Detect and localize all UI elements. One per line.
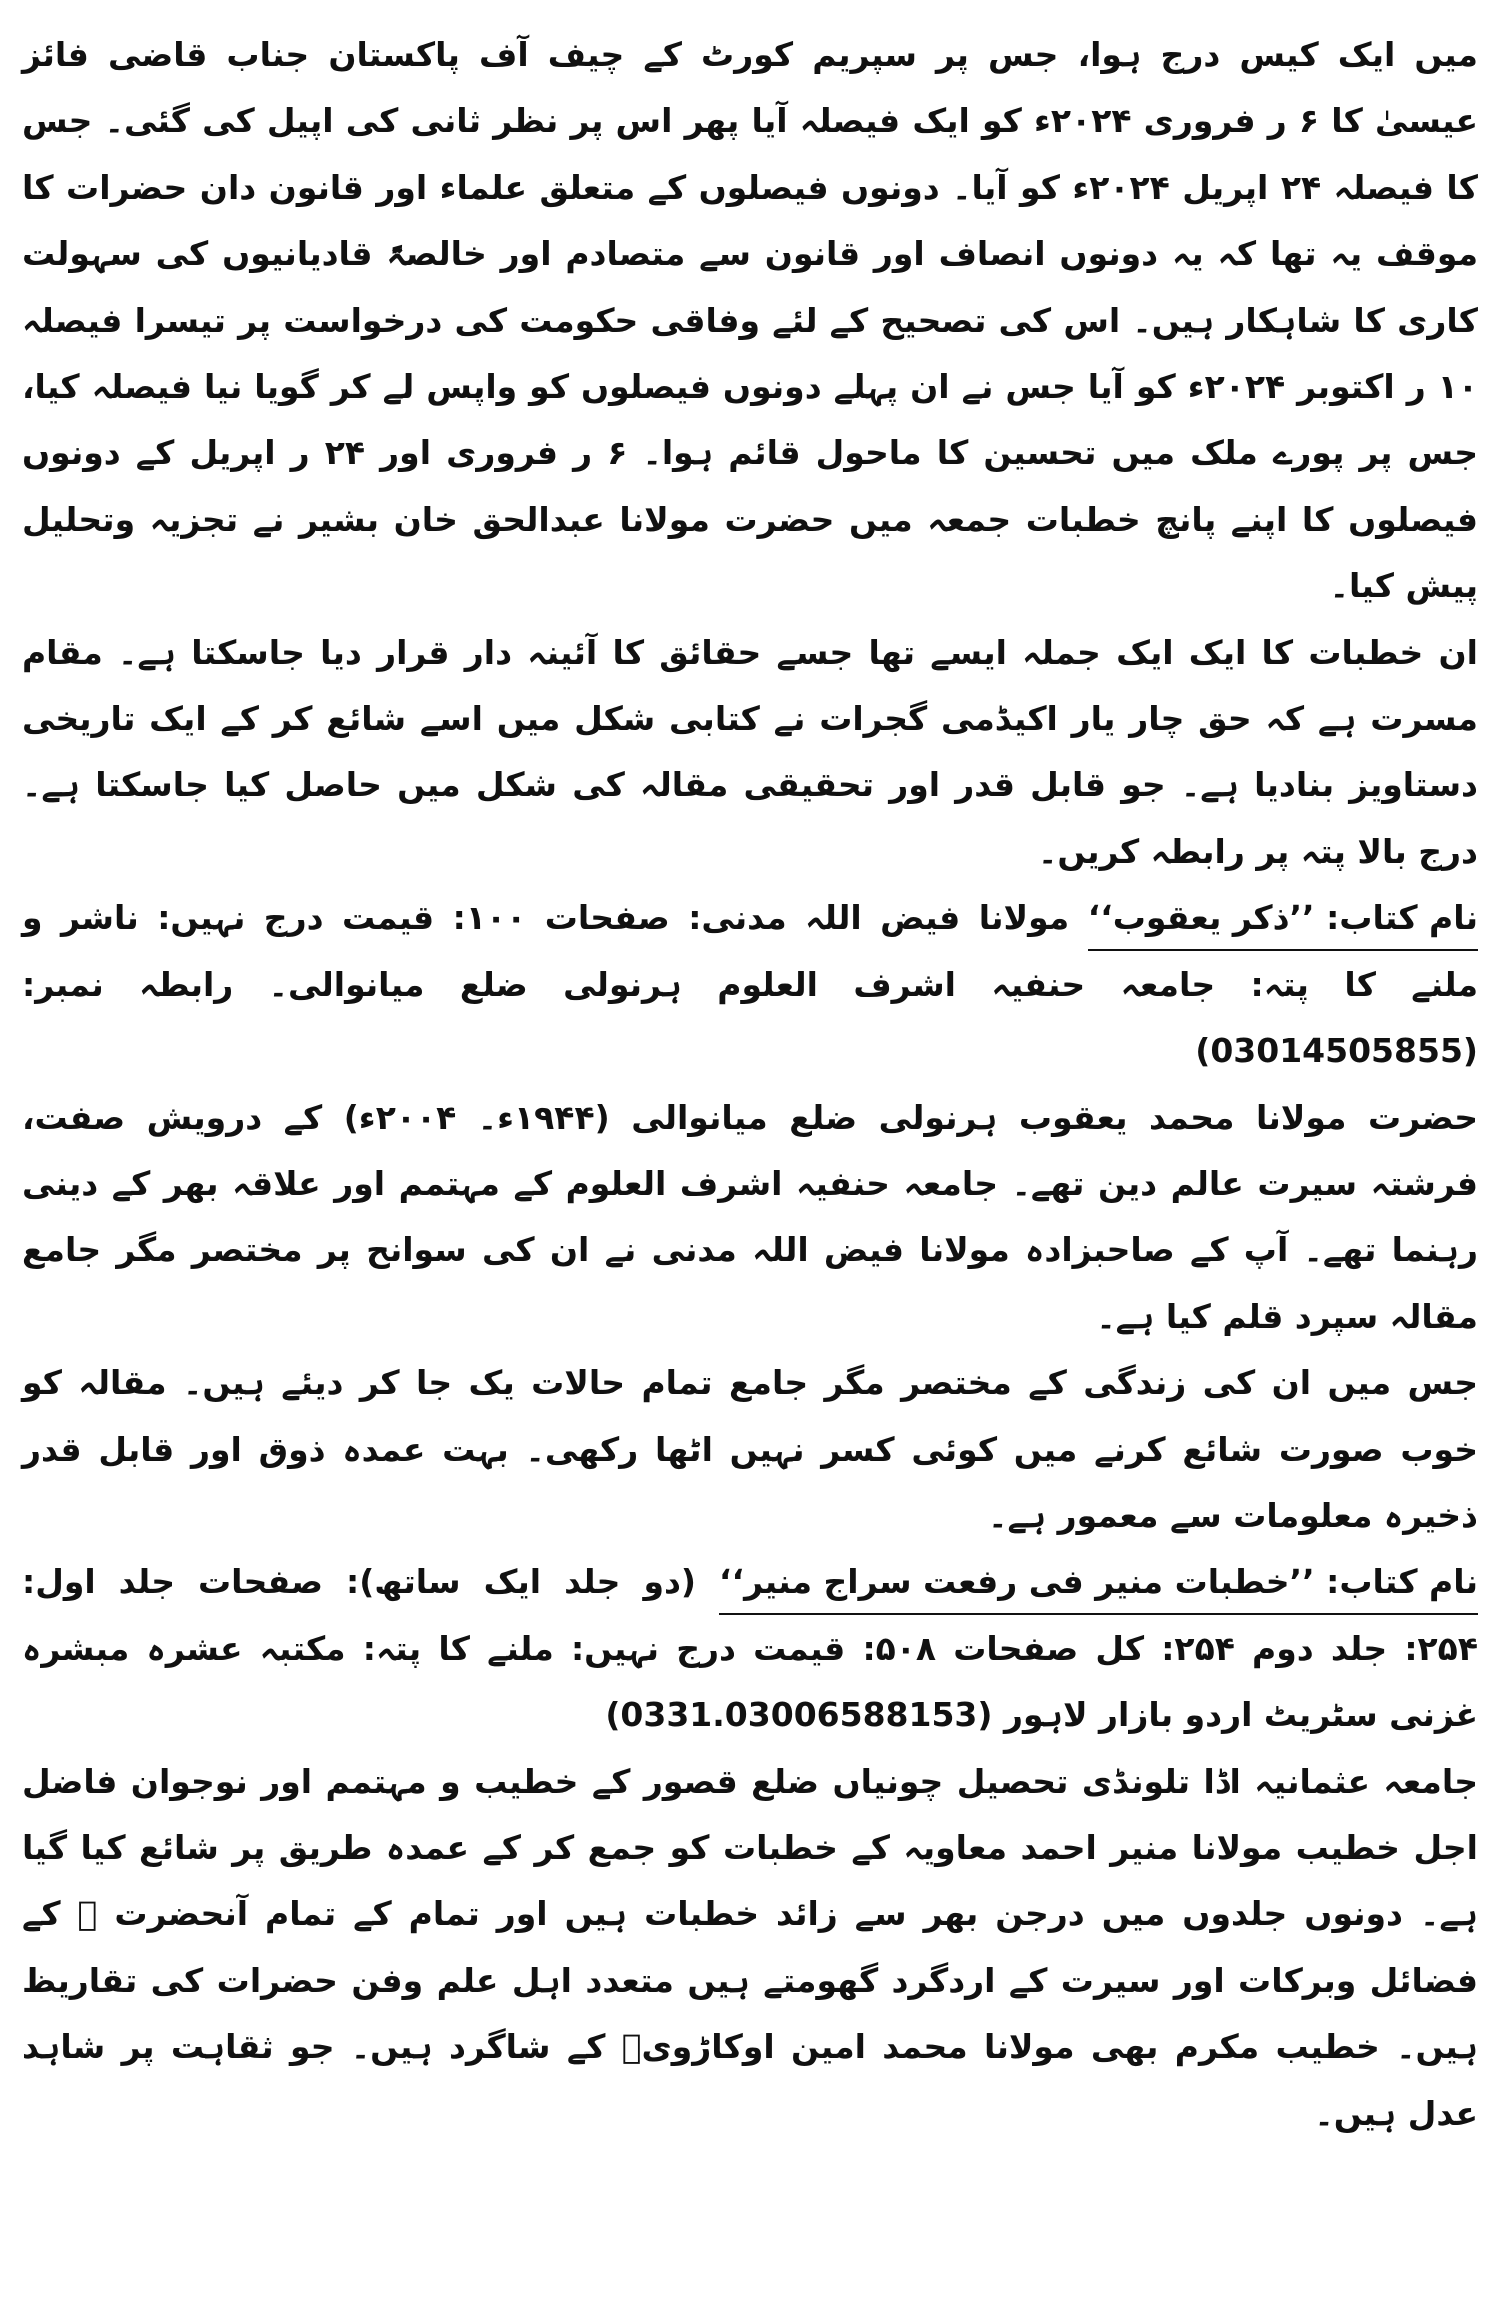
- book-entry-khutbat-munir: [22, 1549, 1478, 1748]
- book-details: مولانا فیض اللہ مدنی: صفحات ۱۰۰: قیمت درج نہیں: ناشر و ملنے کا پتہ: جامعہ حنفیہ اشرف العلوم ہرنولی ضلع میانوالی۔ رابطہ نمبر:: [22, 898, 1478, 1004]
- book-title: ’’خطبات منیر فی رفعت سراج منیر‘‘: [719, 1562, 1315, 1602]
- contact-phone: (0331.03006588153): [605, 1695, 993, 1735]
- book-title-underlined: [719, 1553, 1478, 1615]
- review-paragraph: ان خطبات کا ایک ایک جملہ ایسے تھا جسے حقائق کا آئینہ دار قرار دیا جاسکتا ہے۔ مقام مسرت ہے کہ حق چار یار اکیڈمی گجرات نے کتابی شکل میں اسے شائع کر کے ایک تاریخی دستاویز بنادیا ہے۔ جو قابل قدر اور تحقیقی مقالہ کی شکل میں حاصل کیا جاسکتا ہے۔ درج بالا پتہ پر رابطہ کریں۔: [22, 632, 1478, 871]
- book-label: نام کتاب:: [1326, 1562, 1478, 1602]
- book-entry-zikr-yaqoob: [22, 885, 1478, 1084]
- book-label: نام کتاب:: [1326, 898, 1478, 938]
- book-description-paragraph: جس میں ان کی زندگی کے مختصر مگر جامع تمام حالات یک جا کر دیئے ہیں۔ مقالہ کو خوب صورت شائع کرنے میں کوئی کسر نہیں اٹھا رکھی۔ بہت عمدہ ذوق اور قابل قدر ذخیرہ معلومات سے معمور ہے۔: [22, 1363, 1478, 1535]
- book-title: ’’ذکر یعقوب‘‘: [1087, 898, 1315, 938]
- book-description-paragraph: حضرت مولانا محمد یعقوب ہرنولی ضلع میانوالی (۱۹۴۴ء۔ ۲۰۰۴ء) کے درویش صفت، فرشتہ سیرت عالم دین تھے۔ جامعہ حنفیہ اشرف العلوم کے مہتمم اور علاقہ بھر کے دینی رہنما تھے۔ آپ کے صاحبزادہ مولانا فیض اللہ مدنی نے ان کی سوانح پر مختصر مگر جامع مقالہ سپرد قلم کیا ہے۔: [22, 1097, 1478, 1336]
- book-details: (دو جلد ایک ساتھ): صفحات جلد اول: ۲۵۴: جلد دوم ۲۵۴: کل صفحات ۵۰۸: قیمت درج نہیں: ملنے کا پتہ: مکتبہ عشرہ مبشرہ غزنی سٹریٹ اردو بازار لاہور: [22, 1562, 1478, 1735]
- intro-paragraph: میں ایک کیس درج ہوا، جس پر سپریم کورٹ کے چیف آف پاکستان جناب قاضی فائز عیسیٰ کا ۶ ر فروری ۲۰۲۴ء کو ایک فیصلہ آیا پھر اس پر نظر ثانی کی اپیل کی گئی۔ جس کا فیصلہ ۲۴ اپریل ۲۰۲۴ء کو آیا۔ دونوں فیصلوں کے متعلق علماء اور قانون دان حضرات کا موقف یہ تھا کہ یہ دونوں انصاف اور قانون سے متصادم اور خالصۃً قادیانیوں کی سہولت کاری کا شاہکار ہیں۔ اس کی تصحیح کے لئے وفاقی حکومت کی درخواست پر تیسرا فیصلہ ۱۰ ر اکتوبر ۲۰۲۴ء کو آیا جس نے ان پہلے دونوں فیصلوں کو واپس لے کر گویا نیا فیصلہ کیا، جس پر پورے ملک میں تحسین کا ماحول قائم ہوا۔ ۶ ر فروری اور ۲۴ ر اپریل کے دونوں فیصلوں کا اپنے پانچ خطبات جمعہ میں حضرت مولانا عبدالحق خان بشیر نے تجزیہ وتحلیل پیش کیا۔: [22, 35, 1479, 606]
- book-title-underlined: [1088, 889, 1478, 951]
- book-description-paragraph: جامعہ عثمانیہ اڈا تلونڈی تحصیل چونیاں ضلع قصور کے خطیب و مہتمم اور نوجوان فاضل اجل خطیب مولانا منیر احمد معاویہ کے خطبات کو جمع کر کے عمدہ طریق پر شائع کیا گیا ہے۔ دونوں جلدوں میں درجن بھر سے زائد خطبات ہیں اور تمام کے تمام آنحضرت ﷺ کے فضائل وبرکات اور سیرت کے اردگرد گھومتے ہیں متعدد اہل علم وفن حضرات کی تقاریظ ہیں۔ خطیب مکرم بھی مولانا محمد امین اوکاڑویؒ کے شاگرد ہیں۔ جو ثقاہت پر شاہد عدل ہیں۔: [22, 1761, 1478, 2133]
- document-page: [22, 22, 1478, 2278]
- contact-phone: (03014505855): [1195, 1031, 1478, 1071]
